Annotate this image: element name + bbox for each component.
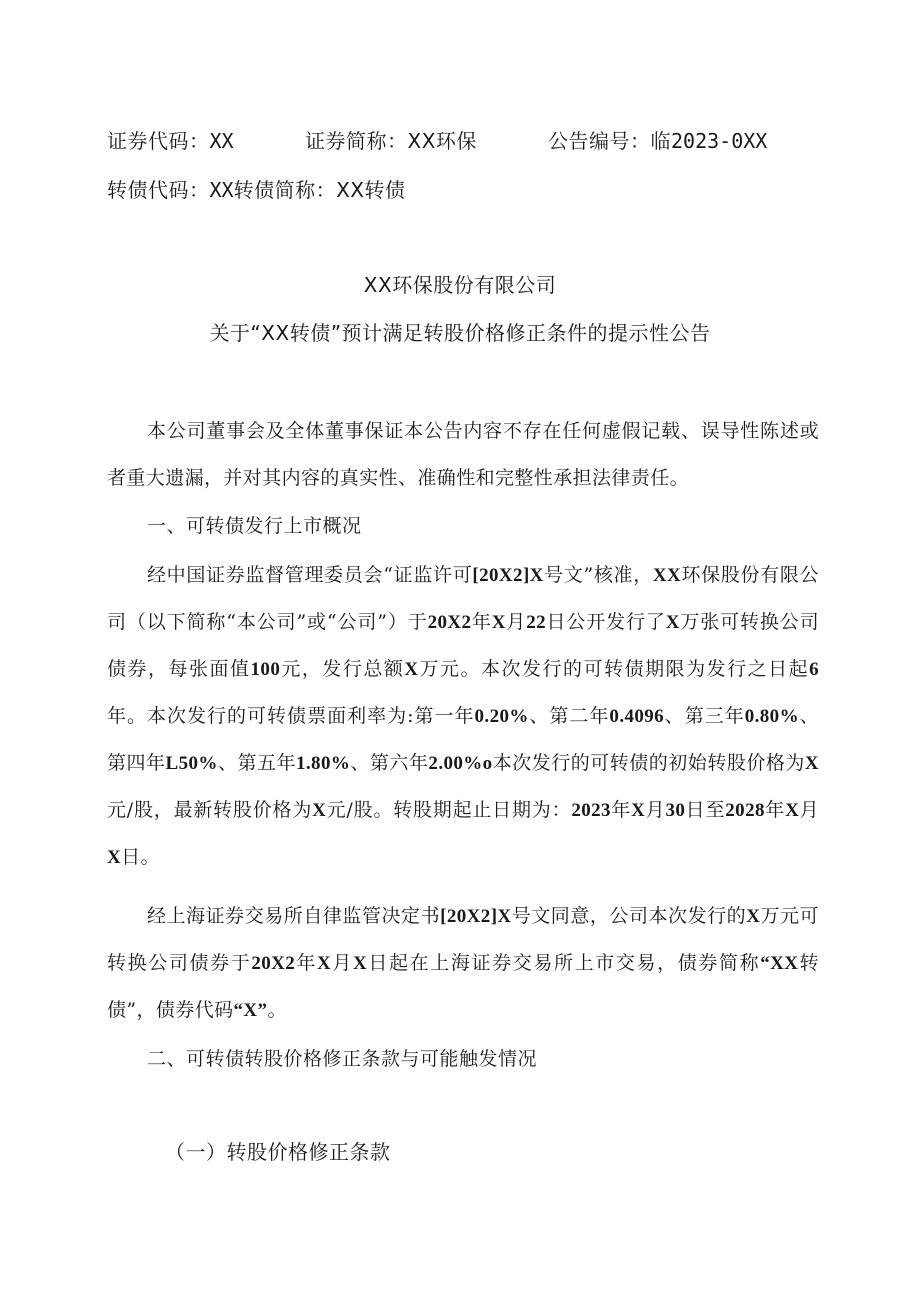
security-abbr-label: 证券简称： <box>305 129 408 153</box>
text-run: 万元可转换公司债券于 <box>107 905 819 974</box>
notice-number-value: 2023-0XX <box>671 129 768 153</box>
text-run: 、第二年 <box>528 705 610 727</box>
text-run: 万张可转换公司债券，每张面值 <box>107 611 819 680</box>
text-run: 年 <box>471 611 492 633</box>
text-run: 经中国证券监督管理委员会“证监许可 <box>147 564 473 586</box>
text-run: “X” <box>233 1000 268 1021</box>
text-run: [20X2]X <box>472 565 544 586</box>
text-run: X <box>746 906 761 927</box>
text-run: X <box>404 659 419 680</box>
text-run: “XX <box>760 953 799 974</box>
text-run: X <box>312 800 327 821</box>
bond-abbr-value: XX转债 <box>336 178 406 202</box>
text-run: X <box>317 953 332 974</box>
text-run: 日起在上海证券交易所上市交易，债券简称 <box>367 952 761 974</box>
text-run: 月 <box>505 611 527 633</box>
text-run: [20X2]X <box>440 906 512 927</box>
text-run: 号文同意，公司本次发行的 <box>511 905 747 927</box>
text-run: 0.4096 <box>609 706 665 727</box>
section-1-paragraph-2 <box>107 893 819 1034</box>
text-run: 0.20% <box>474 706 529 727</box>
bond-abbr-label: 转债简称： <box>233 178 337 202</box>
bond-code-value: XX <box>209 178 234 202</box>
text-run: 6 <box>809 659 819 680</box>
text-run: 号文”核准， <box>543 564 653 586</box>
company-title: XX环保股份有限公司 <box>363 273 557 297</box>
text-run: X <box>785 800 800 821</box>
section-1-heading: 一、可转债发行上市概况 <box>147 515 362 537</box>
text-run: 22 <box>526 612 547 633</box>
text-run: 日。 <box>121 846 160 868</box>
section-1-paragraph-1 <box>107 552 819 881</box>
text-run: X <box>631 800 646 821</box>
text-run: 0.80% <box>744 706 799 727</box>
security-abbr <box>305 127 477 155</box>
text-run: 年。本次发行的可转债票面利率为:第一年 <box>107 705 475 727</box>
text-run: 、第五年 <box>217 752 296 774</box>
text-run: L50% <box>165 753 218 774</box>
notice-number-label: 公告编号：临 <box>548 129 671 153</box>
announcement-subject: 关于“XX转债”预计满足转股价格修正条件的提示性公告 <box>209 321 711 345</box>
text-run: 。 <box>267 999 287 1021</box>
text-run: 年 <box>295 952 318 974</box>
text-run: 1.80% <box>296 753 351 774</box>
text-run: 万元。本次发行的可转债期限为发行之日起 <box>418 658 810 680</box>
security-abbr-value: XX环保 <box>407 129 477 153</box>
text-run: 经上海证券交易所自律监管决定书 <box>147 905 441 927</box>
notice-number <box>548 127 767 155</box>
text-run: 年 <box>610 799 632 821</box>
text-run: 20X2 <box>251 953 296 974</box>
text-run: 2.00%o <box>428 753 493 774</box>
text-run: 转债”，债券代码 <box>107 952 819 1021</box>
text-run: 环保股份有限公司（以下简称“本公司”或“公司”）于 <box>107 564 819 633</box>
text-run: 100 <box>250 659 281 680</box>
bond-info <box>107 176 406 204</box>
text-run: X <box>107 847 122 868</box>
text-run: 日至 <box>685 799 726 821</box>
text-run: X <box>665 612 680 633</box>
text-run: 元/股，最新转股价格为 <box>107 799 313 821</box>
security-code-label: 证券代码： <box>107 129 210 153</box>
text-run: 日公开发行了 <box>546 611 666 633</box>
text-run: XX <box>652 565 682 586</box>
security-code <box>107 127 234 155</box>
text-run: 20X2 <box>427 612 472 633</box>
text-run: 元/股。转股期起止日期为： <box>326 799 572 821</box>
security-code-value: XX <box>209 129 234 153</box>
text-run: 、第三年 <box>664 705 745 727</box>
text-run: 年 <box>764 799 786 821</box>
text-run: 、第四年 <box>107 705 819 774</box>
text-run: X <box>804 753 820 774</box>
text-run: X <box>491 612 506 633</box>
text-run: 月 <box>331 952 354 974</box>
section-2-heading: 二、可转债转股价格修正条款与可能触发情况 <box>147 1048 538 1070</box>
text-run: 30 <box>665 800 686 821</box>
text-run: 元，发行总额 <box>280 658 405 680</box>
board-statement: 本公司董事会及全体董事保证本公告内容不存在任何虚假记载、误导性陈述或者重大遗漏，并对其内容的真实性、准确性和完整性承担法律责任。 <box>107 420 819 489</box>
section-2-subheading-1: （一）转股价格修正条款 <box>165 1140 391 1164</box>
text-run: 月 <box>645 799 666 821</box>
text-run: 月 <box>799 799 819 821</box>
bond-code-label: 转债代码： <box>107 178 210 202</box>
text-run: 、第六年 <box>350 752 429 774</box>
text-run: 2028 <box>725 800 765 821</box>
text-run: X <box>353 953 368 974</box>
text-run: 2023 <box>571 800 611 821</box>
text-run: 本次发行的可转债的初始转股价格为 <box>492 752 805 774</box>
